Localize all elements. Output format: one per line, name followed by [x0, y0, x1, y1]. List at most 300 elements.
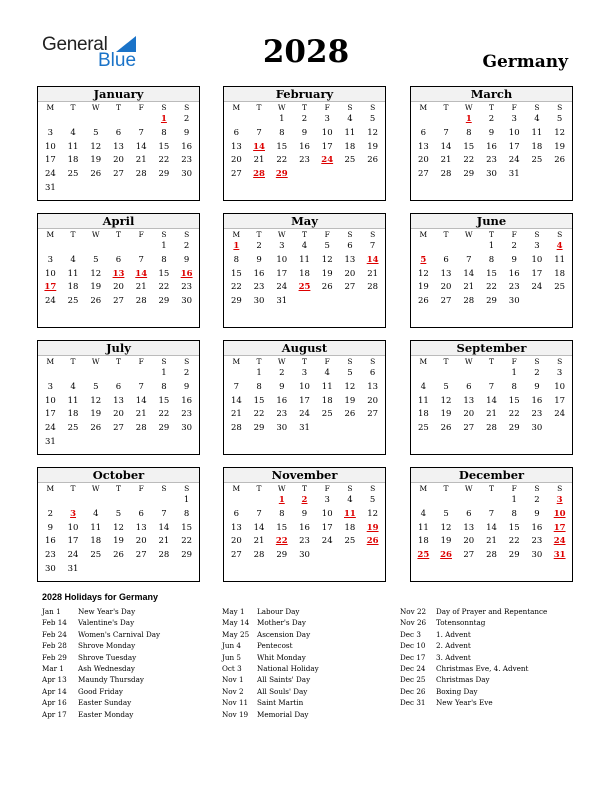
- holiday-name: Totensonntag: [436, 618, 486, 628]
- holiday-name: Easter Sunday: [78, 698, 132, 708]
- day-cell: 16: [44, 536, 56, 547]
- month-title: April: [38, 214, 199, 229]
- weekday-header: S: [347, 103, 353, 112]
- empty-cell: [84, 494, 107, 508]
- day-cell: 23: [276, 409, 288, 420]
- holiday-name: National Holiday: [257, 663, 319, 673]
- holiday-row: [222, 640, 319, 651]
- month-title: June: [411, 214, 572, 229]
- holiday-day-cell: 17: [44, 282, 57, 293]
- holiday-date: Dec 25: [400, 675, 426, 685]
- day-cell: 7: [233, 381, 240, 392]
- day-cell: 26: [344, 409, 356, 420]
- weekday-header: S: [161, 484, 167, 493]
- holiday-row: [400, 640, 547, 651]
- day-cell: 13: [230, 522, 242, 533]
- weekday-header: F: [138, 484, 144, 493]
- weekday-header: S: [557, 357, 563, 366]
- day-cell: 15: [230, 268, 242, 279]
- holiday-row: [42, 640, 160, 651]
- day-cell: 22: [463, 155, 475, 166]
- empty-cell: [457, 367, 480, 381]
- day-cell: 18: [531, 141, 543, 152]
- day-cell: 2: [279, 368, 285, 378]
- day-cell: 7: [256, 508, 262, 519]
- holiday-day-cell: 14: [135, 268, 148, 279]
- day-cell: 27: [367, 409, 379, 420]
- day-cell: 2: [183, 114, 190, 124]
- day-grid: [224, 483, 385, 563]
- day-cell: 23: [181, 409, 193, 420]
- weekday-header: W: [464, 484, 473, 493]
- day-cell: 10: [299, 381, 310, 392]
- holiday-row: [400, 629, 547, 640]
- day-cell: 25: [344, 536, 356, 547]
- day-cell: 10: [321, 127, 333, 138]
- logo-word-blue: Blue: [98, 50, 137, 71]
- day-cell: 27: [113, 169, 124, 180]
- day-cell: 16: [181, 395, 193, 406]
- day-cell: 29: [158, 423, 170, 434]
- day-cell: 27: [463, 550, 475, 561]
- day-cell: 4: [347, 114, 353, 124]
- day-cell: 24: [554, 409, 566, 420]
- month-title: October: [38, 468, 199, 483]
- day-cell: 17: [276, 268, 288, 279]
- day-cell: 11: [90, 522, 102, 533]
- weekday-header: T: [301, 230, 307, 239]
- day-cell: 19: [90, 282, 102, 293]
- weekday-header: M: [232, 103, 241, 112]
- day-cell: 18: [344, 522, 356, 533]
- day-cell: 6: [233, 508, 240, 519]
- day-cell: 20: [113, 282, 124, 293]
- day-cell: 21: [367, 268, 379, 279]
- day-cell: 13: [463, 395, 475, 406]
- holiday-name: New Year's Day: [78, 607, 136, 616]
- holiday-date: Apr 16: [42, 698, 67, 708]
- day-cell: 14: [135, 395, 147, 406]
- day-cell: 21: [230, 409, 242, 420]
- weekday-header: M: [232, 230, 241, 239]
- holiday-row: [42, 663, 160, 674]
- day-cell: 2: [534, 368, 540, 378]
- day-cell: 27: [230, 169, 242, 180]
- day-cell: 11: [417, 395, 429, 406]
- empty-cell: [62, 367, 85, 381]
- empty-cell: [435, 240, 458, 254]
- holiday-row: [42, 652, 160, 663]
- weekday-header: S: [347, 484, 353, 493]
- holiday-row: [42, 697, 160, 708]
- day-cell: 15: [508, 395, 520, 406]
- holiday-name: Ascension Day: [257, 629, 311, 639]
- weekday-header: T: [70, 230, 76, 239]
- holiday-row: [222, 674, 319, 685]
- day-cell: 28: [463, 296, 475, 307]
- day-cell: 8: [511, 381, 517, 392]
- holiday-day-cell: 14: [253, 141, 265, 152]
- holiday-day-cell: 2: [301, 495, 308, 505]
- empty-cell: [130, 494, 153, 508]
- day-cell: 26: [367, 155, 379, 166]
- day-cell: 5: [369, 495, 376, 505]
- day-cell: 18: [67, 155, 79, 166]
- weekday-header: S: [347, 357, 353, 366]
- day-grid: [38, 356, 199, 450]
- holiday-day-cell: 1: [233, 241, 240, 251]
- weekday-header: F: [324, 230, 330, 239]
- empty-cell: [412, 367, 435, 381]
- day-cell: 5: [556, 114, 563, 124]
- holiday-row: [222, 617, 319, 628]
- weekday-header: S: [534, 484, 540, 493]
- day-cell: 21: [135, 409, 147, 420]
- day-cell: 6: [466, 381, 472, 392]
- day-cell: 12: [344, 381, 356, 392]
- day-cell: 9: [256, 254, 262, 265]
- day-cell: 15: [508, 522, 520, 533]
- weekday-header: T: [70, 357, 76, 366]
- holiday-name: Mother's Day: [257, 618, 306, 628]
- weekday-header: T: [115, 357, 121, 366]
- day-cell: 13: [113, 141, 124, 152]
- day-cell: 30: [181, 423, 193, 434]
- day-cell: 22: [230, 282, 242, 293]
- day-cell: 16: [299, 522, 310, 533]
- day-cell: 2: [47, 508, 54, 519]
- day-cell: 9: [534, 508, 540, 519]
- day-cell: 12: [367, 127, 379, 138]
- holiday-day-cell: 25: [298, 282, 311, 293]
- day-cell: 11: [417, 522, 429, 533]
- day-cell: 3: [279, 241, 285, 251]
- day-cell: 17: [321, 522, 333, 533]
- holiday-day-cell: 24: [321, 155, 334, 166]
- day-cell: 10: [44, 141, 56, 152]
- empty-cell: [62, 240, 85, 254]
- holiday-date: Feb 24: [42, 629, 67, 639]
- weekday-header: F: [324, 484, 330, 493]
- day-cell: 31: [67, 563, 79, 574]
- day-cell: 2: [256, 241, 262, 251]
- holiday-date: Feb 29: [42, 652, 67, 662]
- day-cell: 1: [511, 368, 517, 378]
- day-cell: 8: [279, 508, 285, 519]
- day-cell: 7: [161, 508, 167, 519]
- day-cell: 6: [115, 381, 122, 392]
- day-cell: 15: [276, 522, 288, 533]
- day-cell: 29: [508, 423, 520, 434]
- holiday-date: Dec 24: [400, 663, 426, 673]
- month-june: [410, 213, 573, 328]
- day-grid: [411, 102, 572, 182]
- month-title: February: [224, 87, 385, 102]
- holiday-date: May 1: [222, 607, 245, 616]
- holiday-row: [222, 697, 319, 708]
- weekday-header: S: [534, 357, 540, 366]
- empty-cell: [62, 494, 85, 508]
- day-cell: 18: [344, 141, 356, 152]
- day-cell: 22: [181, 536, 193, 547]
- day-cell: 25: [344, 155, 356, 166]
- day-cell: 12: [90, 141, 102, 152]
- day-cell: 3: [47, 254, 54, 265]
- day-cell: 21: [135, 282, 147, 293]
- day-cell: 8: [161, 127, 167, 138]
- day-cell: 8: [161, 381, 167, 392]
- day-cell: 26: [417, 296, 429, 307]
- day-cell: 19: [113, 536, 124, 547]
- empty-cell: [84, 240, 107, 254]
- day-cell: 6: [443, 254, 449, 265]
- day-cell: 7: [138, 381, 144, 392]
- weekday-header: S: [184, 357, 190, 366]
- day-cell: 17: [67, 536, 79, 547]
- day-cell: 22: [486, 282, 497, 293]
- day-cell: 13: [113, 395, 124, 406]
- empty-cell: [39, 367, 62, 381]
- empty-cell: [84, 113, 107, 127]
- empty-cell: [39, 113, 62, 127]
- day-cell: 21: [253, 155, 265, 166]
- day-cell: 4: [70, 381, 76, 392]
- day-cell: 18: [67, 409, 79, 420]
- empty-cell: [412, 494, 435, 508]
- holiday-date: May 14: [222, 618, 250, 628]
- day-cell: 25: [531, 155, 543, 166]
- holiday-day-cell: 4: [556, 241, 563, 251]
- day-cell: 3: [324, 114, 330, 124]
- day-cell: 21: [440, 155, 452, 166]
- day-cell: 15: [253, 395, 265, 406]
- weekday-header: T: [301, 103, 307, 112]
- day-cell: 26: [90, 296, 102, 307]
- holiday-column: [42, 606, 160, 720]
- day-cell: 31: [508, 169, 520, 180]
- day-cell: 29: [253, 423, 265, 434]
- holiday-row: [400, 686, 547, 697]
- empty-cell: [248, 494, 271, 508]
- empty-cell: [225, 494, 248, 508]
- weekday-header: W: [277, 230, 286, 239]
- weekday-header: M: [419, 103, 428, 112]
- day-cell: 28: [367, 282, 379, 293]
- day-cell: 13: [135, 522, 147, 533]
- day-cell: 2: [488, 114, 495, 124]
- day-cell: 2: [183, 368, 190, 378]
- day-cell: 31: [44, 436, 56, 447]
- holiday-date: Jun 4: [222, 641, 241, 651]
- day-cell: 9: [534, 381, 540, 392]
- day-cell: 21: [158, 536, 170, 547]
- day-cell: 15: [276, 141, 288, 152]
- weekday-header: T: [443, 103, 449, 112]
- day-cell: 6: [420, 127, 427, 138]
- holiday-date: Oct 3: [222, 663, 242, 673]
- day-cell: 9: [301, 127, 308, 138]
- day-cell: 12: [417, 268, 429, 279]
- holiday-day-cell: 13: [112, 268, 125, 279]
- day-cell: 18: [417, 409, 429, 420]
- day-cell: 5: [324, 241, 330, 251]
- day-cell: 1: [488, 241, 495, 251]
- day-cell: 15: [463, 141, 475, 152]
- day-cell: 29: [508, 550, 520, 561]
- day-cell: 7: [138, 127, 144, 138]
- day-cell: 9: [183, 127, 190, 138]
- empty-cell: [62, 113, 85, 127]
- day-grid: [411, 483, 572, 563]
- day-cell: 5: [443, 508, 449, 519]
- weekday-header: T: [115, 103, 121, 112]
- empty-cell: [225, 113, 248, 127]
- holiday-name: Christmas Day: [436, 675, 490, 685]
- day-cell: 19: [344, 395, 356, 406]
- holiday-day-cell: 16: [180, 268, 193, 279]
- day-cell: 19: [90, 155, 102, 166]
- day-cell: 21: [135, 155, 147, 166]
- day-cell: 1: [183, 495, 190, 505]
- weekday-header: S: [534, 230, 540, 239]
- weekday-header: F: [511, 103, 517, 112]
- holiday-day-cell: 17: [553, 522, 566, 533]
- day-cell: 23: [181, 282, 193, 293]
- holiday-name: Shrove Tuesday: [78, 652, 137, 662]
- day-cell: 16: [486, 141, 497, 152]
- day-cell: 7: [466, 254, 472, 265]
- holiday-date: Dec 26: [400, 686, 426, 696]
- day-cell: 6: [347, 241, 353, 251]
- day-cell: 13: [417, 141, 429, 152]
- holiday-day-cell: 29: [275, 169, 288, 180]
- day-cell: 24: [321, 536, 333, 547]
- month-december: [410, 467, 573, 582]
- day-cell: 15: [181, 522, 193, 533]
- holiday-row: [400, 617, 547, 628]
- weekday-header: M: [232, 484, 241, 493]
- day-cell: 19: [440, 409, 452, 420]
- day-cell: 14: [486, 522, 497, 533]
- weekday-header: F: [324, 103, 330, 112]
- month-march: [410, 86, 573, 201]
- day-cell: 16: [508, 268, 520, 279]
- day-grid: [411, 356, 572, 436]
- day-cell: 11: [321, 381, 333, 392]
- day-cell: 9: [301, 508, 308, 519]
- day-cell: 20: [463, 536, 475, 547]
- weekday-header: T: [488, 357, 494, 366]
- day-cell: 10: [531, 254, 543, 265]
- weekday-header: S: [184, 230, 190, 239]
- day-cell: 5: [347, 368, 353, 378]
- weekday-header: S: [184, 484, 190, 493]
- day-cell: 9: [183, 381, 190, 392]
- weekday-header: S: [370, 103, 376, 112]
- day-cell: 13: [230, 141, 242, 152]
- month-april: [37, 213, 200, 328]
- day-cell: 16: [276, 395, 288, 406]
- day-cell: 22: [253, 409, 265, 420]
- day-cell: 11: [531, 127, 543, 138]
- day-cell: 20: [367, 395, 379, 406]
- weekday-header: S: [161, 230, 167, 239]
- day-cell: 4: [420, 381, 427, 392]
- weekday-header: W: [91, 357, 100, 366]
- day-cell: 4: [324, 368, 330, 378]
- day-cell: 23: [253, 282, 265, 293]
- holiday-day-cell: 25: [417, 550, 430, 561]
- holiday-date: Apr 17: [42, 709, 67, 719]
- holiday-date: Mar 1: [42, 663, 64, 673]
- holiday-date: Nov 1: [222, 675, 244, 685]
- day-cell: 12: [321, 254, 333, 265]
- holiday-row: [222, 606, 319, 617]
- holiday-row: [42, 617, 160, 628]
- weekday-header: M: [46, 230, 55, 239]
- day-cell: 20: [417, 155, 429, 166]
- holiday-date: Apr 13: [42, 675, 67, 685]
- day-cell: 14: [158, 522, 170, 533]
- holiday-name: Maundy Thursday: [78, 675, 144, 685]
- day-cell: 29: [230, 296, 242, 307]
- month-january: [37, 86, 200, 201]
- holiday-day-cell: 19: [366, 522, 379, 533]
- weekday-header: F: [511, 230, 517, 239]
- day-cell: 6: [115, 127, 122, 138]
- day-cell: 5: [93, 254, 99, 265]
- holiday-name: Boxing Day: [436, 686, 478, 696]
- day-cell: 13: [344, 254, 356, 265]
- day-cell: 15: [486, 268, 497, 279]
- day-cell: 17: [44, 409, 56, 420]
- day-cell: 25: [417, 423, 429, 434]
- weekday-header: M: [419, 357, 428, 366]
- month-may: [223, 213, 386, 328]
- day-cell: 1: [511, 495, 517, 505]
- holiday-day-cell: 1: [160, 114, 167, 124]
- day-cell: 29: [486, 296, 497, 307]
- day-cell: 28: [440, 169, 452, 180]
- day-grid: [38, 483, 199, 577]
- day-cell: 30: [299, 550, 310, 561]
- holiday-date: Dec 10: [400, 641, 426, 651]
- day-cell: 11: [299, 254, 310, 265]
- day-cell: 30: [531, 550, 543, 561]
- day-cell: 27: [113, 296, 124, 307]
- weekday-header: S: [557, 230, 563, 239]
- day-cell: 7: [138, 254, 144, 265]
- weekday-header: W: [277, 357, 286, 366]
- empty-cell: [248, 113, 271, 127]
- holiday-row: [400, 652, 547, 663]
- day-cell: 24: [67, 550, 79, 561]
- day-cell: 9: [183, 254, 190, 265]
- day-cell: 9: [511, 254, 517, 265]
- empty-cell: [412, 240, 435, 254]
- weekday-header: T: [70, 484, 76, 493]
- weekday-header: S: [557, 484, 563, 493]
- day-cell: 27: [463, 423, 475, 434]
- day-cell: 16: [253, 268, 265, 279]
- weekday-header: S: [184, 103, 190, 112]
- month-title: January: [38, 87, 199, 102]
- holiday-name: Memorial Day: [257, 709, 309, 719]
- day-cell: 10: [44, 395, 56, 406]
- day-cell: 1: [161, 368, 167, 378]
- country-label: Germany: [482, 52, 568, 72]
- day-cell: 5: [93, 127, 99, 138]
